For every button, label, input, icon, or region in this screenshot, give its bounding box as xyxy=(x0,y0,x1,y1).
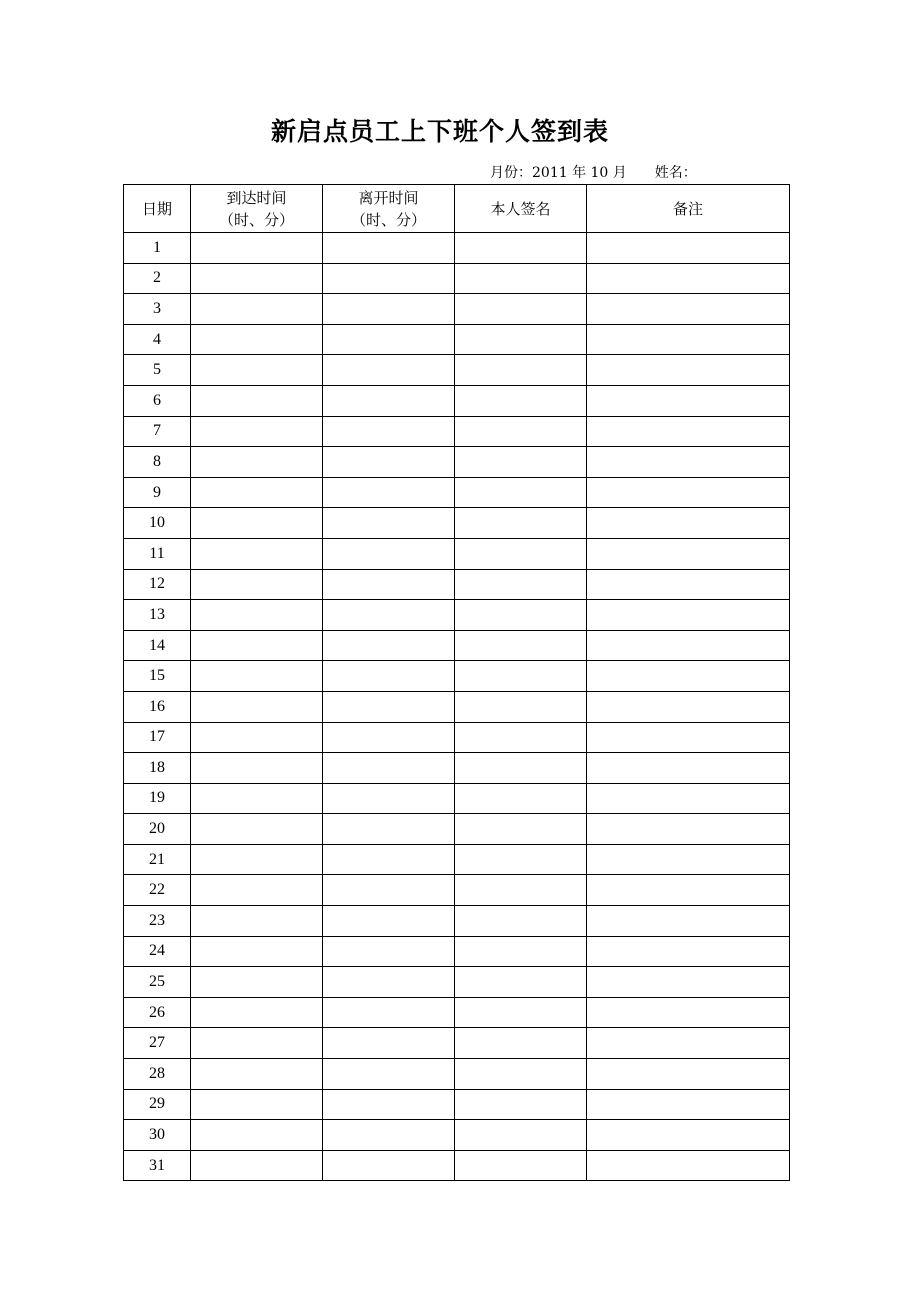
leave-time-cell[interactable] xyxy=(323,447,455,478)
arrive-time-cell[interactable] xyxy=(191,1059,323,1090)
note-cell[interactable] xyxy=(587,630,790,661)
arrive-time-cell[interactable] xyxy=(191,906,323,937)
table-row xyxy=(124,1120,790,1151)
day-cell: 16 xyxy=(124,691,191,722)
signature-cell[interactable] xyxy=(455,875,587,906)
day-cell: 7 xyxy=(124,416,191,447)
leave-time-cell[interactable] xyxy=(323,875,455,906)
note-cell[interactable] xyxy=(587,936,790,967)
note-cell[interactable] xyxy=(587,906,790,937)
header-arrive-time xyxy=(191,185,323,233)
leave-time-cell[interactable] xyxy=(323,600,455,631)
leave-time-cell[interactable] xyxy=(323,753,455,784)
header-date: 日期 xyxy=(124,185,191,233)
table-row xyxy=(124,294,790,325)
header-leave-line1: 离开时间 xyxy=(358,188,419,207)
table-row xyxy=(124,997,790,1028)
day-cell: 30 xyxy=(124,1120,191,1151)
note-cell[interactable] xyxy=(587,1150,790,1181)
signature-cell[interactable] xyxy=(455,1150,587,1181)
arrive-time-cell[interactable] xyxy=(191,936,323,967)
leave-time-cell[interactable] xyxy=(323,294,455,325)
arrive-time-cell[interactable] xyxy=(191,416,323,447)
day-cell: 29 xyxy=(124,1089,191,1120)
day-cell: 24 xyxy=(124,936,191,967)
arrive-time-cell[interactable] xyxy=(191,600,323,631)
leave-time-cell[interactable] xyxy=(323,936,455,967)
note-cell[interactable] xyxy=(587,294,790,325)
note-cell[interactable] xyxy=(587,997,790,1028)
note-cell[interactable] xyxy=(587,263,790,294)
signature-cell[interactable] xyxy=(455,263,587,294)
table-row xyxy=(124,600,790,631)
leave-time-cell[interactable] xyxy=(323,1028,455,1059)
table-body xyxy=(124,233,790,1181)
page-title: 新启点员工上下班个人签到表 xyxy=(270,117,609,146)
signature-cell[interactable] xyxy=(455,1028,587,1059)
table-row xyxy=(124,783,790,814)
header-note: 备注 xyxy=(587,185,790,233)
arrive-time-cell[interactable] xyxy=(191,355,323,386)
arrive-time-cell[interactable] xyxy=(191,233,323,264)
arrive-time-cell[interactable] xyxy=(191,630,323,661)
table-row xyxy=(124,691,790,722)
signature-cell[interactable] xyxy=(455,997,587,1028)
leave-time-cell[interactable] xyxy=(323,691,455,722)
table-row xyxy=(124,1150,790,1181)
header-row xyxy=(124,185,790,233)
note-cell[interactable] xyxy=(587,600,790,631)
day-cell: 18 xyxy=(124,753,191,784)
day-cell: 2 xyxy=(124,263,191,294)
meta-line xyxy=(490,162,697,182)
signature-cell[interactable] xyxy=(455,447,587,478)
day-cell: 19 xyxy=(124,783,191,814)
leave-time-cell[interactable] xyxy=(323,1150,455,1181)
table-row xyxy=(124,875,790,906)
leave-time-cell[interactable] xyxy=(323,233,455,264)
day-cell: 17 xyxy=(124,722,191,753)
header-arrive-line2: （时、分） xyxy=(218,210,294,229)
day-cell: 28 xyxy=(124,1059,191,1090)
day-cell: 3 xyxy=(124,294,191,325)
table-row xyxy=(124,263,790,294)
arrive-time-cell[interactable] xyxy=(191,875,323,906)
arrive-time-cell[interactable] xyxy=(191,538,323,569)
note-cell[interactable] xyxy=(587,233,790,264)
day-cell: 27 xyxy=(124,1028,191,1059)
note-cell[interactable] xyxy=(587,355,790,386)
day-cell: 5 xyxy=(124,355,191,386)
day-cell: 4 xyxy=(124,324,191,355)
signature-cell[interactable] xyxy=(455,385,587,416)
day-cell: 22 xyxy=(124,875,191,906)
note-cell[interactable] xyxy=(587,385,790,416)
leave-time-cell[interactable] xyxy=(323,508,455,539)
table-row xyxy=(124,416,790,447)
arrive-time-cell[interactable] xyxy=(191,753,323,784)
day-cell: 10 xyxy=(124,508,191,539)
note-cell[interactable] xyxy=(587,416,790,447)
note-cell[interactable] xyxy=(587,1120,790,1151)
leave-time-cell[interactable] xyxy=(323,1059,455,1090)
table-row xyxy=(124,722,790,753)
arrive-time-cell[interactable] xyxy=(191,263,323,294)
day-cell: 9 xyxy=(124,477,191,508)
table-row xyxy=(124,844,790,875)
signature-cell[interactable] xyxy=(455,814,587,845)
arrive-time-cell[interactable] xyxy=(191,1150,323,1181)
month-label: 月份：2011 年 10 月 xyxy=(490,165,627,181)
table-row xyxy=(124,661,790,692)
leave-time-cell[interactable] xyxy=(323,538,455,569)
signature-cell[interactable] xyxy=(455,967,587,998)
note-cell[interactable] xyxy=(587,447,790,478)
note-cell[interactable] xyxy=(587,1059,790,1090)
day-cell: 8 xyxy=(124,447,191,478)
day-cell: 11 xyxy=(124,538,191,569)
table-row xyxy=(124,1028,790,1059)
table-row xyxy=(124,447,790,478)
name-label: 姓名： xyxy=(654,165,697,181)
leave-time-cell[interactable] xyxy=(323,1120,455,1151)
table-row xyxy=(124,1089,790,1120)
signature-cell[interactable] xyxy=(455,783,587,814)
signature-cell[interactable] xyxy=(455,630,587,661)
note-cell[interactable] xyxy=(587,477,790,508)
arrive-time-cell[interactable] xyxy=(191,997,323,1028)
signature-cell[interactable] xyxy=(455,1089,587,1120)
leave-time-cell[interactable] xyxy=(323,906,455,937)
arrive-time-cell[interactable] xyxy=(191,722,323,753)
table-row xyxy=(124,569,790,600)
header-leave-time xyxy=(323,185,455,233)
day-cell: 15 xyxy=(124,661,191,692)
signature-cell[interactable] xyxy=(455,416,587,447)
day-cell: 31 xyxy=(124,1150,191,1181)
note-cell[interactable] xyxy=(587,569,790,600)
signature-cell[interactable] xyxy=(455,722,587,753)
sign-in-table xyxy=(123,184,790,1181)
day-cell: 1 xyxy=(124,233,191,264)
arrive-time-cell[interactable] xyxy=(191,294,323,325)
arrive-time-cell[interactable] xyxy=(191,1028,323,1059)
day-cell: 25 xyxy=(124,967,191,998)
header-arrive-line1: 到达时间 xyxy=(226,188,287,207)
note-cell[interactable] xyxy=(587,967,790,998)
leave-time-cell[interactable] xyxy=(323,783,455,814)
note-cell[interactable] xyxy=(587,753,790,784)
leave-time-cell[interactable] xyxy=(323,324,455,355)
signature-cell[interactable] xyxy=(455,508,587,539)
header-leave-line2: （时、分） xyxy=(350,210,426,229)
arrive-time-cell[interactable] xyxy=(191,569,323,600)
note-cell[interactable] xyxy=(587,508,790,539)
signature-cell[interactable] xyxy=(455,233,587,264)
arrive-time-cell[interactable] xyxy=(191,691,323,722)
leave-time-cell[interactable] xyxy=(323,661,455,692)
signature-cell[interactable] xyxy=(455,355,587,386)
day-cell: 14 xyxy=(124,630,191,661)
day-cell: 12 xyxy=(124,569,191,600)
note-cell[interactable] xyxy=(587,1028,790,1059)
note-cell[interactable] xyxy=(587,538,790,569)
table-row xyxy=(124,630,790,661)
signature-cell[interactable] xyxy=(455,294,587,325)
leave-time-cell[interactable] xyxy=(323,385,455,416)
day-cell: 13 xyxy=(124,600,191,631)
arrive-time-cell[interactable] xyxy=(191,814,323,845)
table-row xyxy=(124,324,790,355)
leave-time-cell[interactable] xyxy=(323,416,455,447)
signature-cell[interactable] xyxy=(455,538,587,569)
table-row xyxy=(124,936,790,967)
note-cell[interactable] xyxy=(587,844,790,875)
arrive-time-cell[interactable] xyxy=(191,1120,323,1151)
leave-time-cell[interactable] xyxy=(323,569,455,600)
leave-time-cell[interactable] xyxy=(323,630,455,661)
leave-time-cell[interactable] xyxy=(323,1089,455,1120)
table-row xyxy=(124,233,790,264)
arrive-time-cell[interactable] xyxy=(191,385,323,416)
arrive-time-cell[interactable] xyxy=(191,508,323,539)
table-row xyxy=(124,753,790,784)
note-cell[interactable] xyxy=(587,1089,790,1120)
signature-cell[interactable] xyxy=(455,1120,587,1151)
header-signature: 本人签名 xyxy=(455,185,587,233)
signature-cell[interactable] xyxy=(455,569,587,600)
arrive-time-cell[interactable] xyxy=(191,1089,323,1120)
table-row xyxy=(124,508,790,539)
signature-cell[interactable] xyxy=(455,661,587,692)
note-cell[interactable] xyxy=(587,875,790,906)
leave-time-cell[interactable] xyxy=(323,997,455,1028)
note-cell[interactable] xyxy=(587,661,790,692)
signature-cell[interactable] xyxy=(455,753,587,784)
signature-cell[interactable] xyxy=(455,844,587,875)
table-row xyxy=(124,967,790,998)
table-row xyxy=(124,538,790,569)
arrive-time-cell[interactable] xyxy=(191,844,323,875)
arrive-time-cell[interactable] xyxy=(191,661,323,692)
table-row xyxy=(124,1059,790,1090)
signature-cell[interactable] xyxy=(455,906,587,937)
day-cell: 23 xyxy=(124,906,191,937)
note-cell[interactable] xyxy=(587,722,790,753)
day-cell: 20 xyxy=(124,814,191,845)
arrive-time-cell[interactable] xyxy=(191,967,323,998)
signature-cell[interactable] xyxy=(455,1059,587,1090)
note-cell[interactable] xyxy=(587,814,790,845)
signature-cell[interactable] xyxy=(455,600,587,631)
day-cell: 6 xyxy=(124,385,191,416)
leave-time-cell[interactable] xyxy=(323,355,455,386)
leave-time-cell[interactable] xyxy=(323,844,455,875)
arrive-time-cell[interactable] xyxy=(191,783,323,814)
signature-cell[interactable] xyxy=(455,691,587,722)
arrive-time-cell[interactable] xyxy=(191,324,323,355)
leave-time-cell[interactable] xyxy=(323,722,455,753)
table-row xyxy=(124,906,790,937)
leave-time-cell[interactable] xyxy=(323,967,455,998)
note-cell[interactable] xyxy=(587,691,790,722)
table-row xyxy=(124,355,790,386)
leave-time-cell[interactable] xyxy=(323,477,455,508)
arrive-time-cell[interactable] xyxy=(191,477,323,508)
leave-time-cell[interactable] xyxy=(323,263,455,294)
signature-cell[interactable] xyxy=(455,936,587,967)
leave-time-cell[interactable] xyxy=(323,814,455,845)
table-row xyxy=(124,477,790,508)
table-row xyxy=(124,814,790,845)
arrive-time-cell[interactable] xyxy=(191,447,323,478)
signature-cell[interactable] xyxy=(455,324,587,355)
day-cell: 21 xyxy=(124,844,191,875)
table-row xyxy=(124,385,790,416)
note-cell[interactable] xyxy=(587,783,790,814)
day-cell: 26 xyxy=(124,997,191,1028)
signature-cell[interactable] xyxy=(455,477,587,508)
note-cell[interactable] xyxy=(587,324,790,355)
